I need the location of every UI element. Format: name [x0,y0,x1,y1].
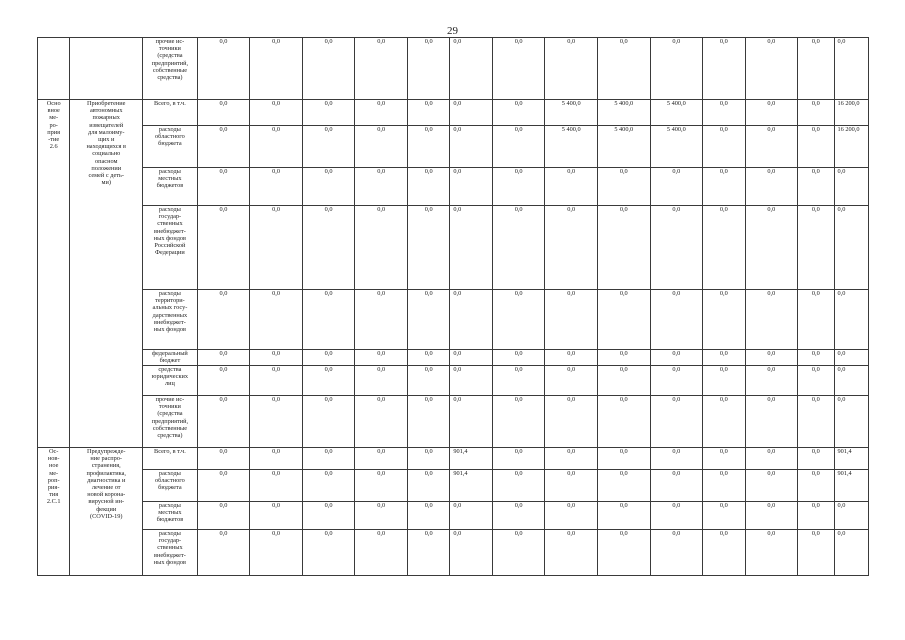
value-cell: 0,0 [597,502,650,530]
value-cell: 0,0 [703,290,745,350]
value-cell: 0,0 [302,38,355,100]
value-cell: 0,0 [745,168,798,206]
value-cell: 0,0 [703,448,745,470]
value-cell: 0,0 [703,470,745,502]
value-cell: 0,0 [650,502,703,530]
value-cell: 0,0 [545,350,598,366]
funding-source-cell: Всего, в т.ч. [143,448,198,470]
value-cell: 0,0 [650,290,703,350]
value-cell: 0,0 [302,100,355,126]
table-row [38,126,869,168]
value-cell: 0,0 [450,530,492,576]
value-cell: 0,0 [545,470,598,502]
value-cell: 0,0 [197,530,250,576]
budget-table [37,37,869,576]
value-cell: 0,0 [745,350,798,366]
value-cell: 5 400,0 [597,126,650,168]
value-cell: 0,0 [355,530,408,576]
value-cell: 0,0 [492,168,545,206]
value-cell: 16 200,0 [834,126,868,168]
value-cell: 0,0 [703,396,745,448]
value-cell: 0,0 [745,38,798,100]
value-cell: 0,0 [250,100,303,126]
funding-source-cell: расходы местных бюджетов [143,502,198,530]
value-cell: 0,0 [834,502,868,530]
funding-source-cell: расходы областного бюджета [143,126,198,168]
table-row [38,168,869,206]
value-cell: 0,0 [834,396,868,448]
value-cell: 0,0 [834,366,868,396]
value-cell: 0,0 [492,448,545,470]
value-cell: 0,0 [597,168,650,206]
value-cell: 0,0 [407,168,449,206]
value-cell: 0,0 [197,290,250,350]
value-cell: 0,0 [545,366,598,396]
value-cell: 0,0 [250,502,303,530]
value-cell: 5 400,0 [650,100,703,126]
value-cell: 0,0 [834,38,868,100]
value-cell: 901,4 [834,448,868,470]
funding-source-cell: расходы государ- ственных внебюджет- ных фондов [143,530,198,576]
value-cell: 0,0 [745,206,798,290]
value-cell: 0,0 [650,470,703,502]
funding-source-cell: федеральный бюджет [143,350,198,366]
funding-source-cell: расходы местных бюджетов [143,168,198,206]
value-cell: 0,0 [407,100,449,126]
value-cell: 0,0 [250,530,303,576]
value-cell: 0,0 [798,470,834,502]
value-cell: 0,0 [450,366,492,396]
value-cell: 0,0 [355,38,408,100]
value-cell: 16 200,0 [834,100,868,126]
value-cell: 0,0 [450,396,492,448]
value-cell: 0,0 [798,366,834,396]
value-cell: 0,0 [407,396,449,448]
value-cell: 0,0 [197,502,250,530]
value-cell: 0,0 [355,100,408,126]
value-cell: 0,0 [302,366,355,396]
table-row [38,38,869,100]
value-cell: 0,0 [597,350,650,366]
value-cell: 0,0 [407,38,449,100]
value-cell: 0,0 [650,396,703,448]
value-cell: 0,0 [745,448,798,470]
value-cell: 0,0 [834,290,868,350]
value-cell: 0,0 [545,396,598,448]
value-cell: 0,0 [703,126,745,168]
value-cell: 0,0 [545,38,598,100]
value-cell: 0,0 [302,502,355,530]
funding-source-cell: прочие ис- точники (средства предприятий, собственные средства) [143,38,198,100]
action-number-cell [38,38,70,100]
value-cell: 0,0 [492,126,545,168]
value-cell: 0,0 [798,290,834,350]
action-number-cell: Ос- нов- ное ме- роп- рия- тия 2.С.1 [38,448,70,576]
value-cell: 0,0 [197,126,250,168]
action-name-cell [70,38,143,100]
value-cell: 0,0 [250,38,303,100]
value-cell: 0,0 [407,290,449,350]
value-cell: 0,0 [492,350,545,366]
value-cell: 0,0 [355,448,408,470]
value-cell: 0,0 [302,530,355,576]
table-row [38,470,869,502]
value-cell: 0,0 [650,530,703,576]
value-cell: 0,0 [450,38,492,100]
value-cell: 0,0 [703,366,745,396]
table-row [38,366,869,396]
value-cell: 0,0 [650,38,703,100]
value-cell: 0,0 [597,38,650,100]
table-row [38,290,869,350]
table-row [38,350,869,366]
value-cell: 0,0 [745,396,798,448]
value-cell: 0,0 [650,168,703,206]
value-cell: 0,0 [492,366,545,396]
value-cell: 5 400,0 [545,100,598,126]
value-cell: 0,0 [302,126,355,168]
value-cell: 0,0 [197,100,250,126]
value-cell: 0,0 [703,168,745,206]
value-cell: 0,0 [545,290,598,350]
value-cell: 0,0 [250,168,303,206]
value-cell: 0,0 [355,206,408,290]
value-cell: 0,0 [250,448,303,470]
value-cell: 0,0 [250,396,303,448]
table-row [38,206,869,290]
value-cell: 0,0 [355,168,408,206]
page-number: 29 [447,25,458,37]
value-cell: 0,0 [355,470,408,502]
value-cell: 0,0 [798,168,834,206]
value-cell: 0,0 [250,126,303,168]
value-cell: 0,0 [355,290,408,350]
value-cell: 0,0 [302,290,355,350]
value-cell: 0,0 [450,290,492,350]
value-cell: 0,0 [450,100,492,126]
value-cell: 0,0 [302,206,355,290]
funding-source-cell: расходы областного бюджета [143,470,198,502]
value-cell: 5 400,0 [650,126,703,168]
value-cell: 0,0 [197,366,250,396]
value-cell: 0,0 [834,530,868,576]
value-cell: 0,0 [650,206,703,290]
value-cell: 0,0 [798,530,834,576]
table-row [38,448,869,470]
value-cell: 0,0 [302,350,355,366]
value-cell: 0,0 [597,530,650,576]
value-cell: 0,0 [302,396,355,448]
funding-source-cell: расходы государ- ственных внебюджет- ных фондов Российской Федерации [143,206,198,290]
funding-source-cell: Всего, в т.ч. [143,100,198,126]
funding-source-cell: прочие ис- точники (средства предприятий, собственные средства) [143,396,198,448]
value-cell: 0,0 [798,206,834,290]
value-cell: 0,0 [834,350,868,366]
action-number-cell: Осно вное ме- ро- прия -тие 2.6 [38,100,70,448]
value-cell: 0,0 [407,530,449,576]
value-cell: 0,0 [650,366,703,396]
value-cell: 0,0 [355,126,408,168]
value-cell: 0,0 [302,470,355,502]
value-cell: 0,0 [407,366,449,396]
value-cell: 0,0 [197,470,250,502]
value-cell: 0,0 [407,206,449,290]
value-cell: 5 400,0 [597,100,650,126]
value-cell: 0,0 [197,350,250,366]
value-cell: 0,0 [703,100,745,126]
value-cell: 0,0 [545,206,598,290]
value-cell: 0,0 [650,448,703,470]
value-cell: 0,0 [450,350,492,366]
value-cell: 0,0 [492,290,545,350]
value-cell: 0,0 [492,100,545,126]
value-cell: 0,0 [545,448,598,470]
value-cell: 0,0 [450,126,492,168]
value-cell: 0,0 [798,126,834,168]
value-cell: 0,0 [355,366,408,396]
value-cell: 0,0 [545,502,598,530]
value-cell: 0,0 [798,448,834,470]
value-cell: 0,0 [302,168,355,206]
value-cell: 0,0 [492,470,545,502]
value-cell: 0,0 [407,126,449,168]
table-row [38,502,869,530]
table-row [38,100,869,126]
value-cell: 0,0 [355,350,408,366]
value-cell: 0,0 [745,502,798,530]
value-cell: 0,0 [834,168,868,206]
value-cell: 0,0 [197,396,250,448]
value-cell: 0,0 [703,350,745,366]
value-cell: 0,0 [745,126,798,168]
value-cell: 0,0 [597,448,650,470]
value-cell: 0,0 [597,396,650,448]
value-cell: 0,0 [492,530,545,576]
value-cell: 0,0 [798,502,834,530]
value-cell: 0,0 [197,38,250,100]
value-cell: 0,0 [450,502,492,530]
funding-source-cell: расходы территори- альных госу- дарственных внебюджет- ных фондов [143,290,198,350]
value-cell: 0,0 [798,396,834,448]
value-cell: 0,0 [492,396,545,448]
value-cell: 0,0 [250,470,303,502]
action-name-cell: Предупрежде- ние распро- странения, профилактика, диагностика и лечение от новой корона- вирусной ин- фекции (COVID-19) [70,448,143,576]
value-cell: 0,0 [703,206,745,290]
value-cell: 0,0 [355,502,408,530]
value-cell: 0,0 [597,290,650,350]
value-cell: 0,0 [745,290,798,350]
value-cell: 0,0 [250,206,303,290]
value-cell: 0,0 [407,350,449,366]
value-cell: 0,0 [492,206,545,290]
value-cell: 0,0 [798,350,834,366]
value-cell: 0,0 [703,38,745,100]
value-cell: 0,0 [450,206,492,290]
table-row [38,396,869,448]
value-cell: 0,0 [407,448,449,470]
value-cell: 0,0 [597,470,650,502]
value-cell: 0,0 [650,350,703,366]
value-cell: 0,0 [798,100,834,126]
value-cell: 0,0 [703,530,745,576]
value-cell: 0,0 [197,168,250,206]
value-cell: 0,0 [492,38,545,100]
value-cell: 901,4 [450,448,492,470]
value-cell: 901,4 [450,470,492,502]
value-cell: 0,0 [834,206,868,290]
value-cell: 0,0 [250,366,303,396]
value-cell: 0,0 [798,38,834,100]
value-cell: 0,0 [492,502,545,530]
value-cell: 0,0 [407,470,449,502]
value-cell: 0,0 [545,530,598,576]
value-cell: 0,0 [745,470,798,502]
value-cell: 0,0 [597,366,650,396]
value-cell: 0,0 [250,290,303,350]
value-cell: 0,0 [745,100,798,126]
value-cell: 0,0 [302,448,355,470]
value-cell: 0,0 [745,366,798,396]
value-cell: 0,0 [450,168,492,206]
action-name-cell: Приобретение автономных пожарных извещателей для малоиму- щих и находящихся в социально опасном положении семей с деть- ми) [70,100,143,448]
value-cell: 0,0 [745,530,798,576]
table-row [38,530,869,576]
value-cell: 0,0 [407,502,449,530]
value-cell: 5 400,0 [545,126,598,168]
value-cell: 901,4 [834,470,868,502]
funding-source-cell: средства юридических лиц [143,366,198,396]
value-cell: 0,0 [250,350,303,366]
value-cell: 0,0 [197,206,250,290]
value-cell: 0,0 [545,168,598,206]
value-cell: 0,0 [197,448,250,470]
value-cell: 0,0 [597,206,650,290]
value-cell: 0,0 [703,502,745,530]
value-cell: 0,0 [355,396,408,448]
